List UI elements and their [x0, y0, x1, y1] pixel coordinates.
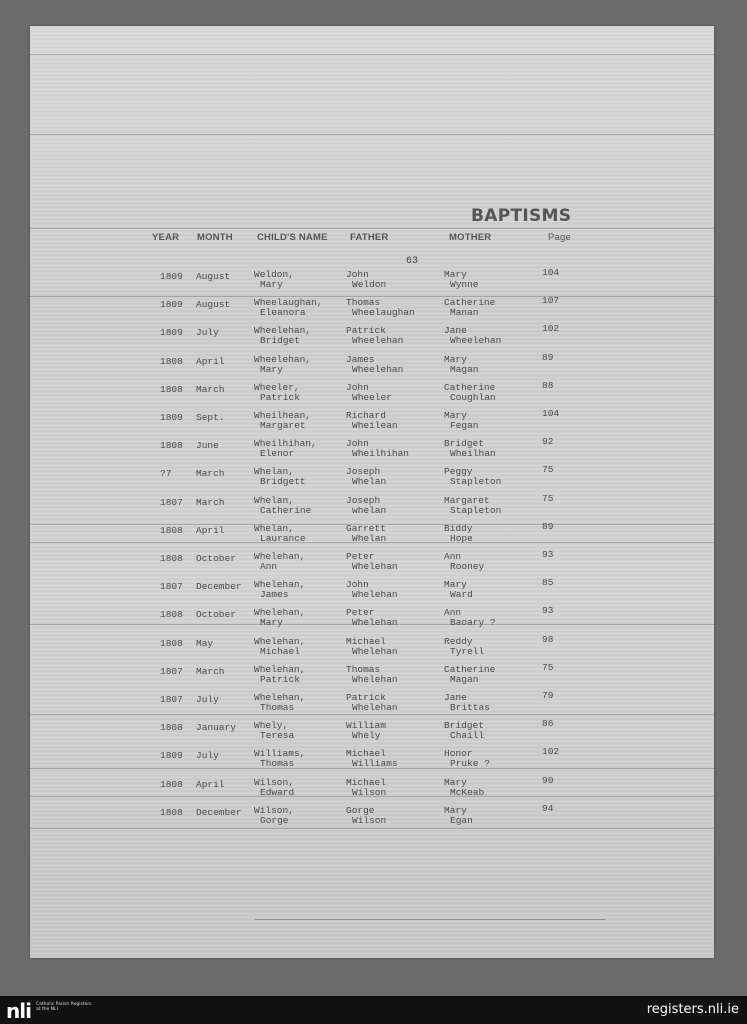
column-header-father: FATHER — [350, 232, 389, 243]
mother-surname: Ward — [450, 589, 473, 601]
entry-year: 1808 — [160, 355, 183, 367]
child-surname: Whelehan, — [254, 607, 306, 619]
entry-month: April — [196, 778, 225, 790]
entry-page: 93 — [542, 549, 554, 560]
father-forename: Garrett — [346, 522, 386, 534]
entry-page: 75 — [542, 661, 554, 673]
register-entry — [30, 492, 714, 522]
logo-caption: Catholic Parish Registers at the NLI — [36, 1002, 92, 1012]
register-entry — [30, 408, 714, 437]
child-forename: Eleanora — [260, 307, 306, 319]
mother-surname: Hope — [450, 532, 473, 544]
mother-surname: Stapleton — [450, 476, 502, 488]
register-entry — [30, 577, 714, 606]
entry-year: 1809 — [160, 271, 183, 282]
mother-forename: Catherine — [444, 297, 496, 309]
register-entry — [30, 295, 714, 324]
mother-surname: Chaill — [450, 730, 485, 742]
mother-surname: Rooney — [450, 561, 485, 572]
entry-page: 75 — [542, 464, 554, 476]
entry-month: April — [196, 355, 225, 367]
entry-month: March — [196, 665, 225, 677]
entry-year: 1808 — [160, 722, 183, 734]
column-header-child: CHILD'S NAME — [257, 232, 328, 243]
child-surname: Weldon, — [254, 269, 294, 280]
father-surname: whelan — [352, 504, 387, 516]
mother-forename: Mary — [444, 410, 467, 421]
child-surname: Wilson, — [254, 776, 294, 788]
child-forename: Mary — [260, 617, 283, 629]
scan-line — [30, 228, 714, 229]
father-forename: John — [346, 438, 369, 450]
mother-surname: Manan — [450, 307, 479, 319]
father-surname: Wheeler — [352, 391, 392, 403]
mother-surname: Wynne — [450, 279, 479, 290]
father-surname: Wilson — [352, 786, 387, 798]
father-forename: Michael — [346, 748, 386, 760]
child-surname: Wilson, — [254, 804, 294, 816]
mother-forename: Reddy — [444, 635, 473, 647]
child-surname: Whelehan, — [254, 663, 306, 675]
entry-month: July — [196, 327, 219, 339]
entry-year: 1808 — [160, 778, 183, 790]
father-forename: Peter — [346, 607, 375, 619]
entry-page: 104 — [542, 267, 560, 278]
child-surname: Whely, — [254, 720, 289, 732]
father-surname: Whelehan — [352, 702, 398, 713]
mother-forename: Biddy — [444, 522, 473, 534]
child-forename: Patrick — [260, 673, 300, 685]
mother-forename: Ann — [444, 551, 462, 562]
mother-surname: Magan — [450, 673, 479, 685]
footer-bar — [0, 996, 747, 1024]
father-forename: Joseph — [346, 494, 381, 506]
entry-year: ?7 — [160, 468, 172, 480]
mother-forename: Catherine — [444, 381, 496, 393]
mother-forename: Bridget — [444, 438, 484, 450]
father-surname: Williams — [352, 758, 398, 770]
column-header-year: YEAR — [152, 232, 180, 243]
entry-month: August — [196, 299, 231, 311]
father-surname: Whelehan — [352, 673, 398, 685]
entry-page: 102 — [542, 746, 560, 758]
child-forename: Gorge — [260, 814, 289, 826]
entry-page: 94 — [542, 802, 554, 814]
section-heading: BAPTISMS — [471, 206, 572, 226]
child-surname: Whelan, — [254, 522, 294, 534]
entry-page: 90 — [542, 774, 554, 786]
entry-page: 88 — [542, 379, 554, 391]
child-surname: Whelehan, — [254, 692, 306, 703]
child-forename: Edward — [260, 786, 295, 798]
child-surname: Whelan, — [254, 466, 294, 478]
father-surname: Wheelehan — [352, 335, 404, 347]
father-forename: Michael — [346, 776, 386, 788]
register-entry — [30, 379, 714, 409]
register-entry — [30, 605, 714, 634]
register-entry — [30, 802, 714, 832]
child-forename: James — [260, 589, 289, 601]
mother-forename: Ann — [444, 607, 462, 619]
entry-year: 1808 — [160, 806, 183, 818]
entry-month: April — [196, 524, 225, 536]
page-number: 63 — [406, 256, 419, 267]
entry-month: October — [196, 553, 236, 564]
child-forename: Mary — [260, 279, 283, 290]
register-page — [30, 26, 714, 958]
scan-line — [30, 54, 714, 55]
father-surname: Whely — [352, 730, 381, 742]
child-surname: Wheelehan, — [254, 353, 312, 365]
mother-surname: McKeab — [450, 786, 485, 798]
entry-month: June — [196, 440, 219, 452]
register-entry — [30, 718, 714, 747]
register-entry — [30, 633, 714, 663]
entry-page: 79 — [542, 690, 554, 701]
father-surname: Whelehan — [352, 589, 398, 601]
register-entry — [30, 661, 714, 691]
entry-month: July — [196, 750, 219, 762]
entry-month: October — [196, 609, 236, 621]
mother-surname: Wheelehan — [450, 335, 502, 347]
register-entry — [30, 520, 714, 550]
entry-month: May — [196, 637, 214, 649]
entry-month: August — [196, 271, 231, 282]
entry-page: 98 — [542, 633, 554, 645]
child-forename: Thomas — [260, 758, 295, 770]
father-forename: Gorge — [346, 804, 375, 816]
entry-page: 107 — [542, 295, 560, 307]
mother-forename: Mary — [444, 804, 467, 816]
child-surname: Wheilhihan, — [254, 438, 317, 450]
entry-page: 89 — [542, 351, 554, 363]
entry-page: 92 — [542, 436, 554, 448]
mother-forename: Honor — [444, 748, 473, 760]
child-surname: Whelehan, — [254, 579, 306, 591]
child-forename: Teresa — [260, 730, 295, 742]
column-header-month: MONTH — [197, 232, 233, 243]
father-forename: Joseph — [346, 466, 381, 478]
child-forename: Catherine — [260, 504, 312, 516]
father-forename: James — [346, 353, 375, 365]
entry-month: March — [196, 383, 225, 395]
entry-month: March — [196, 496, 225, 508]
register-entry — [30, 464, 714, 493]
register-entry — [30, 267, 714, 296]
entry-year: 1807 — [160, 694, 183, 705]
father-surname: Weldon — [352, 279, 387, 290]
child-forename: Thomas — [260, 702, 295, 713]
scan-line — [30, 134, 714, 135]
mother-forename: Mary — [444, 579, 467, 591]
father-forename: William — [346, 720, 386, 732]
entry-year: 1808 — [160, 637, 183, 649]
child-forename: Patrick — [260, 391, 300, 403]
mother-forename: Mary — [444, 776, 467, 788]
mother-forename: Jane — [444, 325, 467, 337]
register-entry — [30, 774, 714, 804]
mother-surname: Stapleton — [450, 504, 502, 516]
entry-year: 1808 — [160, 609, 183, 621]
entry-page: 75 — [542, 492, 554, 504]
mother-forename: Catherine — [444, 663, 496, 675]
entry-year: 1809 — [160, 299, 183, 311]
entry-year: 1808 — [160, 383, 183, 395]
child-forename: Elenor — [260, 448, 295, 460]
entry-page: 86 — [542, 718, 554, 730]
entry-month: December — [196, 581, 242, 593]
mother-forename: Peggy — [444, 466, 473, 478]
father-forename: John — [346, 579, 369, 591]
mother-forename: Mary — [444, 353, 467, 365]
entry-year: 1809 — [160, 750, 183, 762]
entry-year: 1809 — [160, 412, 183, 423]
child-forename: Ann — [260, 561, 278, 572]
mother-surname: Tyrell — [450, 645, 485, 657]
entry-month: December — [196, 806, 242, 818]
entry-month: March — [196, 468, 225, 480]
entry-year: 1807 — [160, 581, 183, 593]
mother-surname: Egan — [450, 814, 473, 826]
register-entry — [30, 323, 714, 352]
father-surname: Whelehan — [352, 617, 398, 629]
register-entry — [30, 436, 714, 465]
mother-forename: Mary — [444, 269, 467, 280]
father-forename: Patrick — [346, 692, 386, 703]
child-surname: Wheelehan, — [254, 325, 312, 337]
mother-forename: Margaret — [444, 494, 490, 506]
father-surname: Wilson — [352, 814, 387, 826]
father-surname: Wheelaughan — [352, 307, 415, 319]
child-surname: Whelan, — [254, 494, 294, 506]
entry-page: 104 — [542, 408, 560, 419]
mother-surname: Magan — [450, 363, 479, 375]
father-surname: Whelehan — [352, 645, 398, 657]
entry-page: 85 — [542, 577, 554, 589]
register-entry — [30, 690, 714, 719]
child-forename: Bridgett — [260, 476, 306, 488]
father-forename: John — [346, 269, 369, 280]
entry-year: 1808 — [160, 440, 183, 452]
entry-month: July — [196, 694, 219, 705]
father-forename: Michael — [346, 635, 386, 647]
father-forename: Thomas — [346, 297, 381, 309]
entry-month: January — [196, 722, 236, 734]
child-surname: Wheeler, — [254, 381, 300, 393]
child-forename: Michael — [260, 645, 300, 657]
mother-surname: Baoary ? — [450, 617, 496, 629]
mother-surname: Fegan — [450, 420, 479, 431]
father-forename: Peter — [346, 551, 375, 562]
child-surname: Whelehan, — [254, 551, 306, 562]
child-forename: Laurance — [260, 532, 306, 544]
column-header-page: Page — [548, 232, 571, 243]
site-url: registers.nli.ie — [646, 1002, 739, 1017]
entry-month: Sept. — [196, 412, 225, 423]
entry-year: 1808 — [160, 553, 183, 564]
child-surname: Wheelaughan, — [254, 297, 323, 309]
entry-year: 1807 — [160, 665, 183, 677]
father-forename: Thomas — [346, 663, 381, 675]
register-entry — [30, 549, 714, 578]
entry-page: 102 — [542, 323, 560, 335]
register-entry — [30, 351, 714, 381]
father-surname: Whelehan — [352, 561, 398, 572]
father-surname: Whelan — [352, 532, 387, 544]
father-forename: Patrick — [346, 325, 386, 337]
child-forename: Mary — [260, 363, 283, 375]
mother-surname: Coughlan — [450, 391, 496, 403]
child-forename: Margaret — [260, 420, 306, 431]
mother-surname: Brittas — [450, 702, 490, 713]
entry-year: 1809 — [160, 327, 183, 339]
mother-surname: Pruke ? — [450, 758, 490, 770]
mother-forename: Jane — [444, 692, 467, 703]
father-surname: Wheelehan — [352, 363, 404, 375]
mother-surname: Wheilhan — [450, 448, 496, 460]
child-surname: Williams, — [254, 748, 306, 760]
mother-forename: Bridget — [444, 720, 484, 732]
entry-year: 1807 — [160, 496, 183, 508]
father-surname: Whelan — [352, 476, 387, 488]
entry-page: 93 — [542, 605, 554, 617]
father-surname: Wheilean — [352, 420, 398, 431]
nli-logo: nli — [6, 999, 31, 1023]
father-forename: Richard — [346, 410, 386, 421]
footer-rule — [255, 919, 605, 920]
father-forename: John — [346, 381, 369, 393]
child-surname: Whelehan, — [254, 635, 306, 647]
entry-year: 1808 — [160, 524, 183, 536]
father-surname: Wheilhihan — [352, 448, 410, 460]
child-forename: Bridget — [260, 335, 300, 347]
child-surname: Wheilhean, — [254, 410, 312, 421]
register-entry — [30, 746, 714, 775]
entry-page: 89 — [542, 520, 554, 532]
column-header-mother: MOTHER — [449, 232, 492, 243]
